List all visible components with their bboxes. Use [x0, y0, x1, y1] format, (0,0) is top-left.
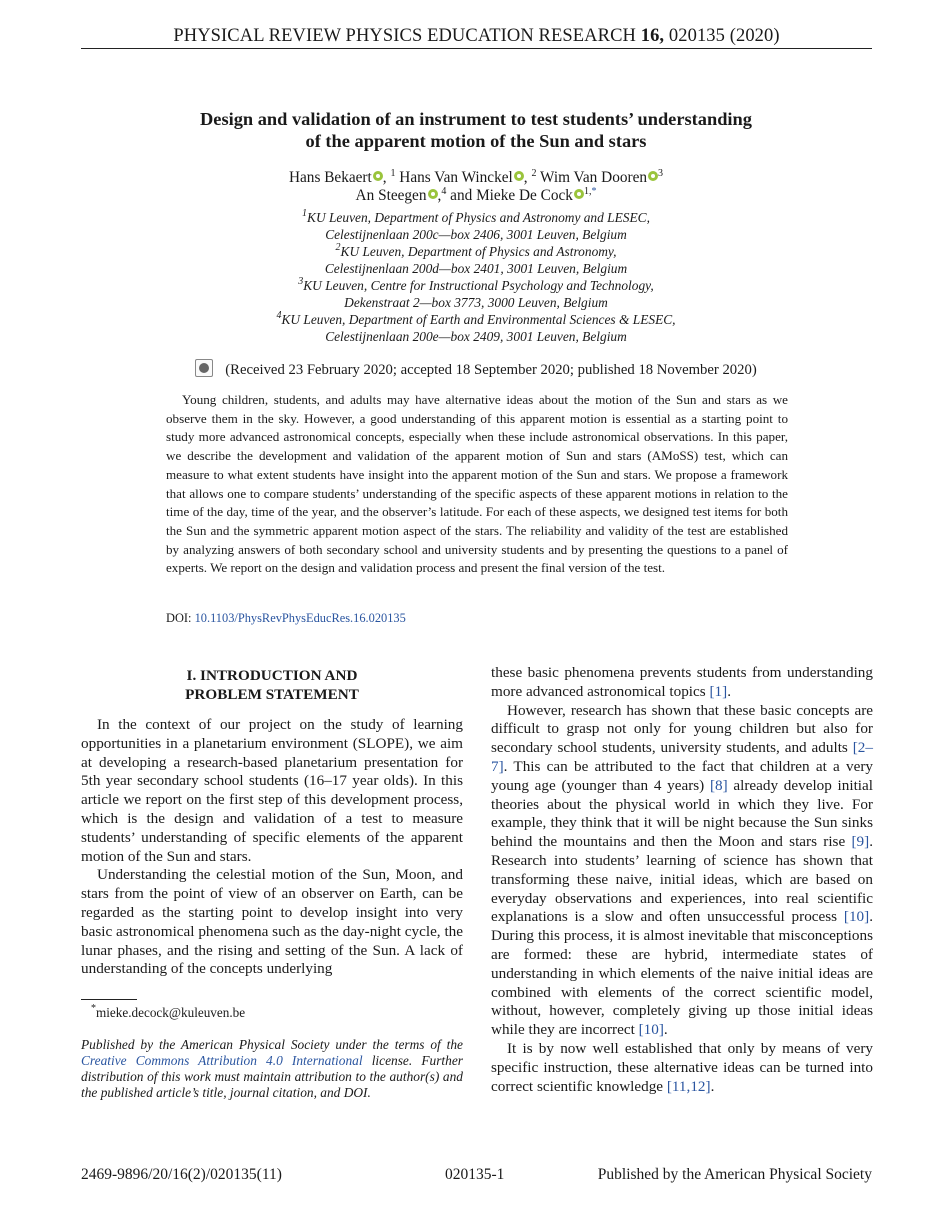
paper-title: [150, 108, 802, 152]
paragraph: Understanding the celestial motion of the Sun, Moon, and stars from the point of view of an observer on Earth, can be regarded as the starting point to develop insight into very basic astronomical phenomena such as the day-night cycle, the lunar phases, and the rising and setting of the Sun. A lack of understanding of the concepts underlying: [81, 866, 463, 978]
title-line-2: of the apparent motion of the Sun and stars: [305, 131, 647, 151]
affiliations: [150, 209, 802, 345]
orcid-icon[interactable]: [648, 171, 658, 181]
doi-line: [166, 611, 406, 626]
citation-link[interactable]: [11,12]: [666, 1077, 711, 1095]
affiliation-marker: 1: [390, 168, 396, 179]
affiliation-2-line-2: Celestijnenlaan 200d—box 2401, 3001 Leuven, Belgium: [324, 261, 628, 276]
author-name: Mieke De Cock: [476, 187, 573, 204]
paragraph: However, research has shown that these basic concepts are difficult to grasp not only for young children but also for secondary school students, university students, and adults [2–7]. This can be attributed to the fact that children at a very young age (younger than 4 years) [8] already develop initial theories about the physical world in which they live. For example, they think that it will be night because the Sun sinks behind the mountains and then the Moon and stars rise [9]. Research into students’ learning of science has shown that transforming these naive, initial ideas, which are based on everyday observations and experiences, into real scientific explanations is a slow and often unsuccessful process [10]. During this process, it is almost inevitable that misconceptions are formed: these are hybrid, intermediate states of understanding in which elements of the naive initial ideas are combined with elements of the correct scientific model, without, however, completely giving up those initial ideas while they are incorrect [10].: [491, 701, 873, 1039]
affiliation-3-line-2: Dekenstraat 2—box 3773, 3000 Leuven, Belgium: [344, 295, 608, 310]
author-name: An Steegen: [355, 187, 427, 204]
affiliation-3-line-1: $^3$KU Leuven, Centre for Instructional Psychology and Technology,: [298, 276, 654, 293]
doi-link[interactable]: 10.1103/PhysRevPhysEducRes.16.020135: [194, 611, 406, 625]
journal-volume: 16,: [640, 26, 665, 46]
citation-link[interactable]: [2–7]: [491, 739, 873, 775]
license-link[interactable]: Creative Commons Attribution 4.0 International: [81, 1053, 363, 1068]
paragraph: these basic phenomena prevents students from understanding more advanced astronomical topics [1].: [491, 664, 873, 700]
citation-link[interactable]: [10]: [843, 908, 870, 926]
affiliation-1-line-1: $^1$KU Leuven, Department of Physics and Astronomy and LESEC,: [302, 208, 650, 225]
orcid-icon[interactable]: [514, 171, 524, 181]
orcid-icon[interactable]: [574, 189, 584, 199]
affiliation-4-line-1: $^4$KU Leuven, Department of Earth and Environmental Sciences & LESEC,: [276, 310, 676, 327]
left-column: [81, 664, 463, 979]
orcid-icon[interactable]: [373, 171, 383, 181]
author-name: Hans Van Winckel: [399, 169, 513, 186]
author-email[interactable]: mieke.decock@kuleuven.be: [96, 1005, 246, 1020]
received-dates: (Received 23 February 2020; accepted 18 September 2020; published 18 November 2020): [150, 359, 802, 379]
affiliation-marker: 4: [441, 186, 447, 197]
author-name: Hans Bekaert: [288, 169, 372, 186]
check-for-updates-icon[interactable]: [195, 359, 213, 377]
header-rule: [81, 48, 872, 49]
author-line-1: Hans Bekaert , $^1$ Hans Van Winckel , $^2$ Wim Van Dooren $^3$: [288, 168, 664, 186]
citation-link[interactable]: [8]: [709, 776, 728, 794]
author-line-2: An Steegen ,$^4$ and Mieke De Cock $^{1,*}$: [355, 186, 597, 204]
affiliation-marker: 3: [658, 168, 664, 179]
affiliation-1-line-2: Celestijnenlaan 200c—box 2406, 3001 Leuven, Belgium: [325, 227, 627, 242]
right-column: [491, 664, 873, 1096]
license-notice: Published by the American Physical Society under the terms of the Creative Commons Attribution 4.0 International license. Further distribution of this work must maintain attribution to the author(s) and the published article’s title, journal citation, and DOI.: [81, 1037, 463, 1100]
affiliation-marker: 2: [531, 168, 537, 179]
abstract: Young children, students, and adults may have alternative ideas about the motion of the Sun and stars as we observe them in the sky. However, a good understanding of this apparent motion is essential as a starting point to study more advanced astronomical concepts, especially when these include astronomical observations. In this paper, we describe the development and validation of the apparent motion of Sun and stars (AMoSS) test, which can measure to what extent students have insight into the apparent motion of the Sun and stars. We propose a framework that allows one to compare students’ understanding of the specific aspects of these apparent motions in relation to the time of the day, time of the year, and the observer’s latitude. For each of these aspects, we designed test items for both the Sun and the symmetric apparent motion aspect of the stars. The reliability and validity of the test are established by analyzing answers of both secondary school and university students and by presenting the questions to a panel of experts. We report on the design and validation process and present the final version of the test.: [166, 392, 788, 576]
footer-issn: 2469-9896/20/16(2)/020135(11): [81, 1166, 282, 1183]
corresponding-author-footnote: *mieke.decock@kuleuven.be: [91, 1003, 246, 1020]
title-line-1: Design and validation of an instrument to test students’ understanding: [200, 109, 752, 129]
citation-link[interactable]: [9]: [851, 833, 870, 851]
paragraph: It is by now well established that only by means of very specific instruction, these alternative ideas can be turned into correct scientific knowledge [11,12].: [491, 1039, 873, 1095]
affiliation-4-line-2: Celestijnenlaan 200e—box 2409, 3001 Leuven, Belgium: [325, 329, 627, 344]
author-name: Wim Van Dooren: [540, 169, 648, 186]
paragraph: In the context of our project on the study of learning opportunities in a planetarium environment (SLOPE), we aim at developing a research-based planetarium presentation for 5th year secondary school students (16–17 year olds). In this article we report on the first step of this development process, which is the design and validation of a test to measure students’ understanding of specific elements of the apparent motion of the Sun and stars.: [81, 716, 463, 865]
affiliation-2-line-1: $^2$KU Leuven, Department of Physics and Astronomy,: [335, 242, 617, 259]
article-id-year: 020135 (2020): [668, 26, 780, 46]
citation-link[interactable]: [1]: [709, 682, 728, 700]
footer-publisher: Published by the American Physical Society: [597, 1166, 872, 1183]
section-heading: I. INTRODUCTION AND PROBLEM STATEMENT: [185, 667, 359, 703]
running-head: [81, 26, 872, 47]
footer-page-number: 020135-1: [445, 1166, 505, 1183]
author-list: [150, 169, 802, 205]
corresponding-author-link[interactable]: *: [591, 186, 597, 197]
doi-label: DOI:: [166, 611, 192, 625]
journal-name: PHYSICAL REVIEW PHYSICS EDUCATION RESEARCH: [173, 26, 636, 46]
affiliation-marker: 1,*: [583, 186, 597, 197]
citation-link[interactable]: [10]: [638, 1021, 664, 1039]
orcid-icon[interactable]: [428, 189, 438, 199]
footnote-rule: [81, 999, 137, 1000]
